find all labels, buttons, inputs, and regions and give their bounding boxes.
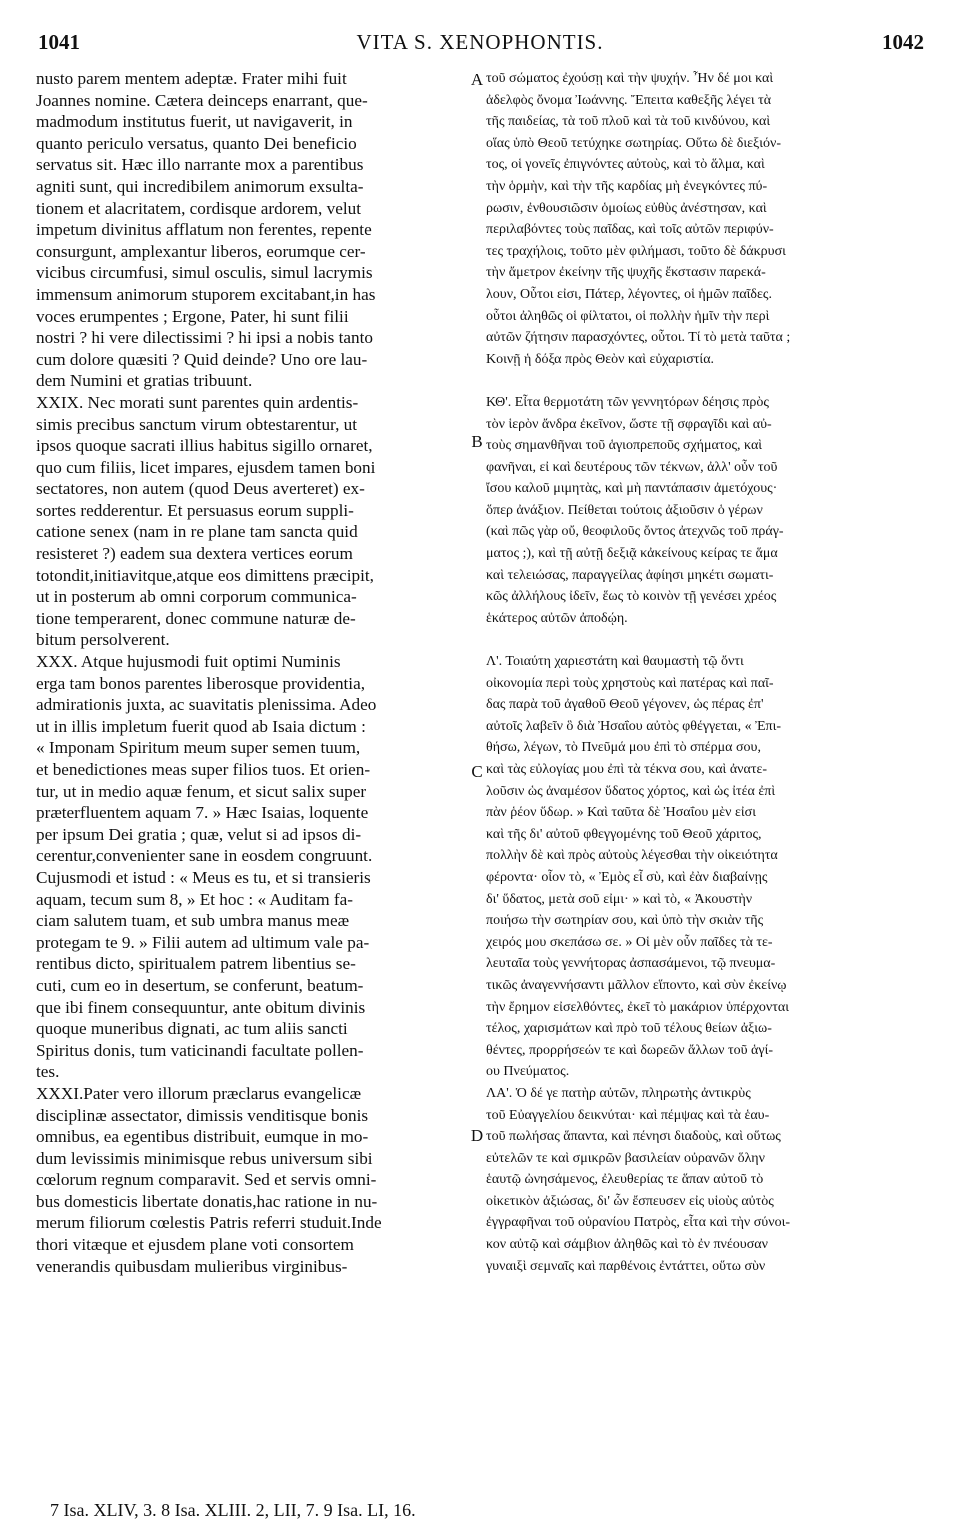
greek-text-line: οἰκονομία περὶ τοὺς χρηστοὺς καὶ πατέρας καὶ παῖ- <box>486 675 774 691</box>
latin-text-line: rentibus dicto, spiritualem patrem libentius se- <box>36 954 356 974</box>
latin-text-line: ciam salutem tuam, et sub umbra manus meæ <box>36 911 350 931</box>
greek-text-line: κῶς ἀλλήλους ἰδεῖν, ἕως τὸ κοινὸν τῇ γενέσει χρέος <box>486 589 777 605</box>
latin-text-line: cum dolore quæsiti ? Quid deinde? Uno ore lau- <box>36 349 368 369</box>
latin-text-line: erga tam bonos parentes liberosque providentia, <box>36 673 366 693</box>
latin-text-line: aquam, tecum sum 8, » Et hoc : « Auditam fa- <box>36 889 353 909</box>
greek-text-line: πὰν ῥέον ὕδωρ. » Καὶ ταῦτα δὲ Ἠσαΐου μὲν εἰσι <box>486 805 756 821</box>
greek-text-line: φανῆναι, εἰ καὶ δευτέρους τῶν τέκνων, ἀλλ' οὖν τοῦ <box>486 459 778 475</box>
latin-text-line: ut in illis impletum fuerit quod ab Isaia dictum : <box>36 716 366 736</box>
latin-text-line: totondit,initiavitque,atque eos dimittens præcipit, <box>36 565 374 585</box>
greek-text-line: καὶ τελειώσας, παραγγείλας ἀφίησι μηκέτι σωματι- <box>486 567 774 583</box>
greek-text-line: (καὶ πῶς γὰρ οὔ, θεοφιλοῦς ὄντος ἀτεχνῶς τοῦ πράγ- <box>486 524 784 540</box>
latin-text-line: voces erumpentes ; Ergone, Pater, hi sunt filii <box>36 306 349 326</box>
latin-text-line: impetum divinitus afflatum non ferentes, repente <box>36 220 372 240</box>
latin-text-line: Cujusmodi et istud : « Meus es tu, et si transieris <box>36 867 371 887</box>
greek-text-line: ματος ;), καὶ τῇ αὐτῇ δεξιᾷ κἀκείνους κείρας τε ἅμα <box>486 546 778 562</box>
latin-text-line: omnibus, ea egentibus distribuit, eumque in mo- <box>36 1127 369 1147</box>
greek-text-line: τὸν ἱερὸν ἄνδρα ἐκεῖνον, ὥστε τῇ σφραγῖδι καὶ αὐ- <box>486 416 772 432</box>
latin-text-line: tione temperarent, donec commune naturæ de- <box>36 608 356 628</box>
latin-text-line: dum levissimis minimisque rebus universum sibi <box>36 1148 373 1168</box>
latin-text-line: quo cum filiis, licet impares, ejusdem tamen boni <box>36 457 376 477</box>
latin-text-line: sectatores, non autem (quod Deus averteret) ex- <box>36 479 365 499</box>
greek-text-line: τὴν ἄμετρον ἐκείνην τῆς ψυχῆς ἔκστασιν παρεκά- <box>486 265 766 281</box>
page-header <box>36 30 924 64</box>
latin-text-line: madmodum institutus fuerit, ut navigaverit, in <box>36 112 353 132</box>
latin-text-line: Spiritus donis, tum vaticinandi facultate pollen- <box>36 1040 364 1060</box>
greek-text-line: αὐτῶν ζήτησιν παρασχόντες, οὗτοι. Τί τὸ μετὰ ταῦτα ; <box>486 330 791 346</box>
latin-column <box>36 68 468 1277</box>
latin-text-line: consurgunt, amplexantur liberos, eorumque cer- <box>36 241 366 261</box>
greek-text-line: λοῦσιν ὡς ἀναμέσον ὕδατος χόρτος, καὶ ὡς ἰτέα ἐπὶ <box>486 783 776 799</box>
latin-text-line: sortes redderentur. Et persuasus eorum suppli- <box>36 500 354 520</box>
greek-text-line <box>486 370 924 392</box>
greek-text-line: τος, οἱ γονεῖς ἐπιγνόντες αὐτοὺς, καὶ τὸ ἅλμα, καὶ <box>486 157 765 173</box>
latin-text-line: cerentur,convenienter sane in eosdem congruunt. <box>36 846 373 866</box>
latin-text-line: catione senex (nam in re plane tam sancta quid <box>36 522 358 542</box>
greek-text-line: θήσω, λέγων, τὸ Πνεῦμά μου ἐπὶ τὸ σπέρμα σου, <box>486 740 761 756</box>
latin-text-line: vicibus circumfusi, simul osculis, simul lacrymis <box>36 263 373 283</box>
greek-text-line: πολλὴν δὲ καὶ πρὸς αὐτοὺς λέγεσθαι τὴν οἰκειότητα <box>486 848 778 864</box>
greek-text-line: Κοινῇ ἡ δόξα πρὸς Θεὸν καὶ εὐχαριστία. <box>486 351 715 367</box>
greek-column <box>486 68 924 1277</box>
greek-text-line: οἰκετικὸν ἀξιώσας, δι' ὧν ἔσπευσεν εἰς υἱοὺς αὐτὸς <box>486 1193 774 1209</box>
latin-text-line: que ibi finem consequuntur, ante obitum divinis <box>36 997 366 1017</box>
greek-text-line: δι' ὕδατος, μετὰ σοῦ εἰμι· » καὶ τὸ, « Ἀκουστὴν <box>486 891 753 907</box>
greek-text-line: φέροντα· οἷον τὸ, « Ἐμὸς εἶ σὺ, καὶ ἐὰν διαβαίνῃς <box>486 869 768 885</box>
greek-text-line <box>486 629 924 651</box>
latin-text-line: « Imponam Spiritum meum super semen tuum, <box>36 738 361 758</box>
margin-letter-d: D <box>470 1126 484 1145</box>
greek-text-line: εὐτελῶν τε καὶ σμικρῶν βασιλείαν οὐρανῶν ὅλην <box>486 1150 765 1166</box>
greek-text-line: ποιήσω τὴν σωτηρίαν σου, καὶ ὑπὸ τὴν σκιὰν τῆς <box>486 913 764 929</box>
latin-text-line: præterfluentem aquam 7. » Hæc Isaias, loquente <box>36 803 369 823</box>
latin-text-line: bus domesticis libertate donatis,hac ratione in nu- <box>36 1191 378 1211</box>
greek-text-line: ἐγγραφῆναι τοῦ οὐρανίου Πατρὸς, εἶτα καὶ τὴν σύνοι- <box>486 1215 791 1231</box>
latin-text-line: Joannes nomine. Cætera deinceps enarrant, que- <box>36 90 368 110</box>
latin-text-line: tur, ut in medio aquæ fenum, et sicut salix super <box>36 781 367 801</box>
greek-text-line: ΚΘ'. Εἶτα θερμοτάτη τῶν γεννητόρων δέησις πρὸς <box>486 394 769 410</box>
greek-text-line: καὶ τῆς δι' αὐτοῦ φθεγγομένης τοῦ Θεοῦ χάριτος, <box>486 826 762 842</box>
greek-text-line: χειρός μου σκεπάσω σε. » Οἱ μὲν οὖν παῖδες τὰ τε- <box>486 934 773 950</box>
latin-text-line: ipsos quoque sacrati illius habitus sigillo ornaret, <box>36 436 373 456</box>
margin-letter-a: A <box>470 70 484 89</box>
greek-text-line: ἴσου καλοῦ μιμητὰς, καὶ μὴ παντάπασιν ἀμετόχους· <box>486 481 778 497</box>
greek-text-line: γυναιξὶ σεμναῖς καὶ παρθένοις ἐντάττει, οὕτω σὺν <box>486 1258 766 1274</box>
latin-text-line: protegam te 9. » Filii autem ad ultimum vale pa- <box>36 932 370 952</box>
latin-text-line: tionem et alacritatem, cordisque ardorem, velut <box>36 198 362 218</box>
page-number-right: 1042 <box>882 30 924 54</box>
margin-letter-c: C <box>471 762 483 781</box>
greek-text-line: τέλος, χαρισμάτων καὶ πρὸ τοῦ τέλους θείων ἀξιω- <box>486 1021 772 1037</box>
greek-text-line: κον αὐτῷ καὶ σάμβιον ἀληθῶς καὶ τὸ ἐν πνέουσαν <box>486 1237 768 1253</box>
greek-text-line: λουν, Οὗτοι εἰσι, Πάτερ, λέγοντες, οἱ ἡμῶν παῖδες. <box>486 286 772 302</box>
greek-text-line: τοὺς σημανθῆναι τοῦ ἁγιοπρεποῦς σχήματος, καὶ <box>486 438 763 454</box>
greek-text-line: θέντες, προρρήσεών τε καὶ δωρεῶν ἄλλων τοῦ ἁγί- <box>486 1042 774 1058</box>
greek-text-line: οὗτοι ἀληθῶς οἱ φίλτατοι, οἱ πολλὴν ἡμῖν τὴν περὶ <box>486 308 770 324</box>
page-number-left: 1041 <box>38 30 80 54</box>
latin-text-line: nusto parem mentem adeptæ. Frater mihi fuit <box>36 69 347 88</box>
latin-text-line: quanto periculo versatus, quanto Dei beneficio <box>36 133 357 153</box>
greek-text-line: τικῶς ἀναγεννήσαντι μᾶλλον εἵποντο, καὶ σὺν ἐκείνῳ <box>486 977 787 993</box>
greek-text-line: τοῦ πωλήσας ἅπαντα, καὶ πένησι διαδοὺς, καὶ οὕτως <box>486 1129 781 1145</box>
greek-text-line: αὐτοῖς λαβεῖν ὃ διὰ Ἠσαΐου αὐτὸς φθέγγεται, « Ἐπι- <box>486 718 782 734</box>
latin-text-line: resisteret ?) eadem sua dextera vertices eorum <box>36 544 353 564</box>
greek-text-line: οἵας ὑπὸ Θεοῦ τετύχηκε σωτηρίας. Οὕτω δὲ διεξιόν- <box>486 135 782 151</box>
latin-text-line: per ipsum Dei gratia ; quæ, velut si ad ipsos di- <box>36 824 362 844</box>
greek-text-line: ΛΑ'. Ὁ δέ γε πατὴρ αὐτῶν, πληρωτὴς ἀντικρὺς <box>486 1085 751 1101</box>
greek-text-line: καὶ τὰς εὐλογίας μου ἐπὶ τὰ τέκνα σου, καὶ ἀνατε- <box>486 762 767 777</box>
latin-text-line: bitum persolverent. <box>36 630 170 650</box>
latin-text-line: thori vitæque et ejusdem plane voti consortem <box>36 1235 354 1255</box>
running-title: VITA S. XENOPHONTIS. <box>356 30 604 54</box>
latin-text-line: XXX. Atque hujusmodi fuit optimi Numinis <box>36 652 341 672</box>
greek-text-line: τοῦ Εὐαγγελίου δεικνύται· καὶ πέμψας καὶ τὰ ἑαυ- <box>486 1107 770 1123</box>
latin-text-line: cuti, cum eo in desertum, se conferunt, beatum- <box>36 975 364 995</box>
greek-text-line: ἀδελφὸς ὄνομα Ἰωάννης. Ἔπειτα καθεξῆς λέγει τὰ <box>486 92 772 108</box>
greek-text-line: ου Πνεύματος. <box>486 1064 570 1080</box>
latin-text-line: simis precibus sanctum virum obtestarentur, ut <box>36 414 358 434</box>
margin-letter-b: B <box>471 432 483 451</box>
latin-text-line: venerandis quibusdam mulieribus virginibus- <box>36 1256 348 1276</box>
latin-text-line: servatus sit. Hæc illo narrante mox a parentibus <box>36 155 364 175</box>
greek-text-line: περιλαβόντες τοὺς παῖδας, καὶ τοῖς αὐτῶν περιφύν- <box>486 222 774 238</box>
greek-text-line: ἑκάτερος αὐτῶν ἀποδῴη. <box>486 610 628 626</box>
greek-text-line: τες τραχήλοις, τοῦτο μὲν φιλήμασι, τοῦτο δὲ δάκρυσι <box>486 243 786 259</box>
latin-text-line: et benedictiones meas super filios tuos. Et orien- <box>36 760 371 779</box>
latin-text-line: disciplinæ assectator, dimissis venditisque bonis <box>36 1105 369 1125</box>
latin-text-line: quoque muneribus dignati, ac tum aliis sancti <box>36 1019 348 1039</box>
latin-text-line: dem Numini et gratias tribuunt. <box>36 371 253 391</box>
footnotes: 7 Isa. XLIV, 3. 8 Isa. XLIII. 2, LII, 7. 9 Isa. LI, 16. <box>50 1500 416 1520</box>
greek-text-line: δας παρὰ τοῦ ἀγαθοῦ Θεοῦ γέγονεν, ὡς πέρας ἐπ' <box>486 697 764 713</box>
latin-text-line: XXXI.Pater vero illorum præclarus evangelicæ <box>36 1083 362 1103</box>
latin-text-line: immensum animorum stuporem excitabant,in has <box>36 284 376 304</box>
latin-text-line: agniti sunt, qui incredibilem animorum exsulta- <box>36 176 364 196</box>
greek-text-line: Λ'. Τοιαύτη χαριεστάτη καὶ θαυμαστὴ τῷ ὄντι <box>486 654 744 670</box>
latin-text-line: cœlorum regnum comparavit. Sed et servis omni- <box>36 1170 377 1190</box>
greek-text-line: λευταῖα τοὺς γεννήτορας ἀσπασάμενοι, τῷ πνευμα- <box>486 956 776 972</box>
greek-text-line: ὅπερ ἀνάξιον. Πείθεται τούτοις ἀξιοῦσιν ὁ γέρων <box>486 502 763 518</box>
latin-text-line: ut in posterum ab omni corporum communica- <box>36 587 357 607</box>
greek-text-line: τοῦ σώματος ἐχούσῃ καὶ τὴν ψυχήν. Ἦν δέ μοι καὶ <box>486 71 774 86</box>
greek-text-line: τὴν ἔρημον εἰσελθόντες, ἐκεῖ τὸ μακάριον ὑπέρχονται <box>486 999 789 1015</box>
latin-text-line: XXIX. Nec morati sunt parentes quin ardentis- <box>36 392 359 412</box>
latin-text-line: nostri ? hi vere dilectissimi ? hi ipsi a nobis tanto <box>36 328 374 348</box>
greek-text-line: τῆς παιδείας, τὰ τοῦ πλοῦ καὶ τὰ τοῦ κινδύνου, καὶ <box>486 114 771 130</box>
latin-text-line: tes. <box>36 1062 60 1082</box>
latin-text-line: merum filiorum cœlestis Patris referri studuit.Inde <box>36 1213 382 1233</box>
greek-text-line: ρωσιν, ἐνθουσιῶσιν ὁμοίως εὐθὺς ἀνέστησαν, καὶ <box>486 200 767 216</box>
latin-text-line: admirationis juxta, ac suavitatis plenissima. Adeo <box>36 695 377 715</box>
greek-text-line: ἑαυτῷ ὠνησάμενος, ἐλευθερίας τε ἅπαν αὐτοῦ τὸ <box>486 1172 764 1188</box>
greek-text-line: τὴν ὁρμὴν, καὶ τὴν τῆς καρδίας μὴ ἐνεγκόντες πύ- <box>486 178 768 194</box>
